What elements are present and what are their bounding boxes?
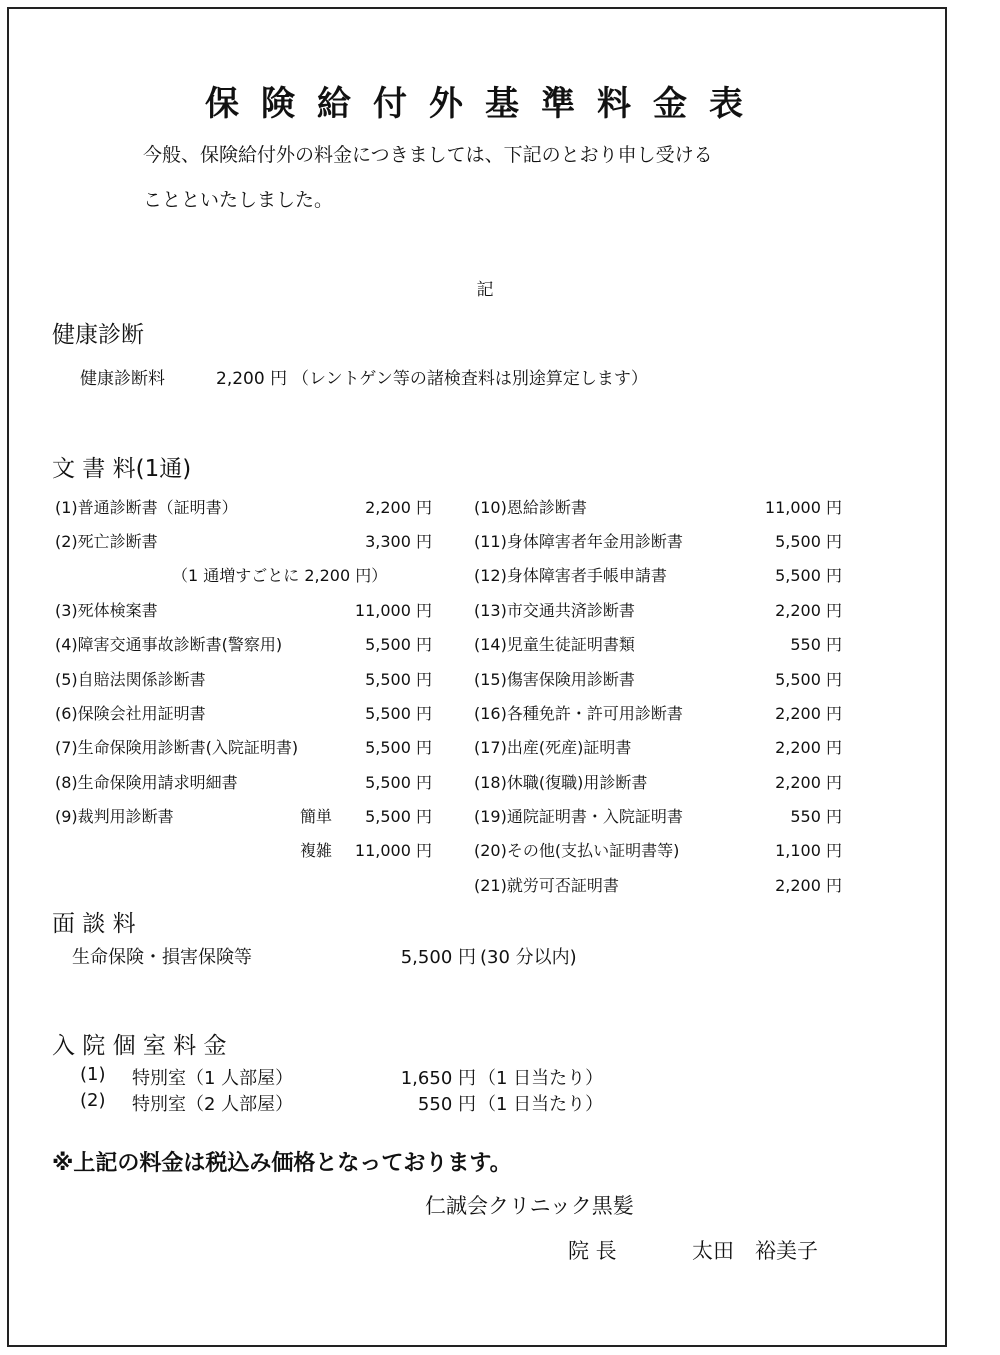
doc-left-label: (6)保険会社用証明書	[55, 704, 206, 723]
doc-right-price: 2,200 円	[775, 601, 842, 620]
doc-left-label: (9)裁判用診断書	[55, 807, 174, 826]
doc-right-price: 2,200 円	[775, 773, 842, 792]
doc-right-label: (11)身体障害者年金用診断書	[474, 532, 683, 551]
room-item-label: 特別室（1 人部屋）	[132, 1068, 294, 1089]
doc-left-price: 5,500 円	[365, 773, 432, 792]
doc-left-price: 5,500 円	[365, 704, 432, 723]
room-item-note: （1 日当たり）	[478, 1068, 604, 1089]
doc-right-price: 5,500 円	[775, 670, 842, 689]
doc-right-price: 5,500 円	[775, 566, 842, 585]
doc-left-sub: 簡単	[300, 807, 333, 826]
health-price: 2,200 円	[216, 369, 288, 389]
doc-left-price: 5,500 円	[365, 635, 432, 654]
doc-left-price: 11,000 円	[354, 841, 432, 860]
doc-right-label: (20)その他(支払い証明書等)	[474, 841, 680, 860]
health-heading: 健康診断	[52, 322, 144, 348]
room-item-price: 1,650 円	[400, 1068, 476, 1089]
doc-left-label: (4)障害交通事故診断書(警察用)	[55, 635, 283, 654]
doc-left-price: 3,300 円	[365, 532, 432, 551]
doc-right-price: 11,000 円	[764, 498, 842, 517]
documents-heading: 文 書 料(1通)	[52, 456, 192, 482]
doc-left-price: 2,200 円	[365, 498, 432, 517]
interview-label: 生命保険・損害保険等	[72, 947, 252, 968]
doc-left-price: 5,500 円	[365, 670, 432, 689]
doc-right-label: (15)傷害保険用診断書	[474, 670, 635, 689]
doc-right-price: 1,100 円	[775, 841, 842, 860]
room-item-number: (1)	[80, 1064, 106, 1085]
doc-left-sub: 複雑	[300, 841, 333, 860]
doc-left-label: (5)自賠法関係診断書	[55, 670, 206, 689]
room-item-label: 特別室（2 人部屋）	[132, 1094, 294, 1115]
doc-right-label: (12)身体障害者手帳申請書	[474, 566, 667, 585]
doc-right-price: 2,200 円	[775, 876, 842, 895]
doc-right-label: (21)就労可否証明書	[474, 876, 619, 895]
intro-line-2: ことといたしました。	[143, 189, 334, 211]
room-item-note: （1 日当たり）	[478, 1094, 604, 1115]
doc-right-price: 550 円	[790, 635, 842, 654]
interview-heading: 面 談 料	[52, 911, 136, 937]
doc-right-label: (13)市交通共済診断書	[474, 601, 635, 620]
doc-left-label: (2)死亡診断書	[55, 532, 158, 551]
doc-left-price: 5,500 円	[365, 738, 432, 757]
page-title: 保険給付外基準料金表	[205, 84, 765, 124]
room-item-price: 550 円	[417, 1094, 476, 1115]
doc-left-price: 5,500 円	[365, 807, 432, 826]
room-item-number: (2)	[80, 1090, 106, 1111]
doc-left-label: (3)死体検案書	[55, 601, 158, 620]
ki-mark: 記	[476, 280, 494, 300]
doc-right-price: 2,200 円	[775, 704, 842, 723]
doc-left-subnote: （1 通増すごとに 2,200 円）	[172, 566, 388, 585]
doc-right-price: 5,500 円	[775, 532, 842, 551]
health-note: （レントゲン等の諸検査料は別途算定します）	[292, 369, 648, 389]
doc-right-label: (19)通院証明書・入院証明書	[474, 807, 683, 826]
doc-right-price: 2,200 円	[775, 738, 842, 757]
doc-right-label: (14)児童生徒証明書類	[474, 635, 635, 654]
doc-right-label: (16)各種免許・許可用診断書	[474, 704, 683, 723]
doc-left-label: (7)生命保険用診断書(入院証明書)	[55, 738, 299, 757]
doc-left-price: 11,000 円	[354, 601, 432, 620]
director-name: 太田 裕美子	[692, 1239, 818, 1263]
doc-left-label: (1)普通診断書（証明書）	[55, 498, 238, 517]
doc-right-label: (10)恩給診断書	[474, 498, 587, 517]
intro-line-1: 今般、保険給付外の料金につきましては、下記のとおり申し受ける	[143, 144, 713, 166]
director-title: 院 長	[568, 1239, 617, 1263]
doc-left-label: (8)生命保険用請求明細書	[55, 773, 238, 792]
doc-right-label: (18)休職(復職)用診断書	[474, 773, 648, 792]
doc-right-price: 550 円	[790, 807, 842, 826]
room-heading: 入 院 個 室 料 金	[52, 1033, 227, 1059]
interview-note: (30 分以内)	[480, 947, 577, 968]
clinic-name: 仁誠会クリニック黒髪	[425, 1194, 634, 1218]
doc-right-label: (17)出産(死産)証明書	[474, 738, 632, 757]
tax-note: ※上記の料金は税込み価格となっております。	[52, 1151, 512, 1176]
interview-price: 5,500 円	[400, 947, 476, 968]
health-label: 健康診断料	[80, 369, 165, 389]
